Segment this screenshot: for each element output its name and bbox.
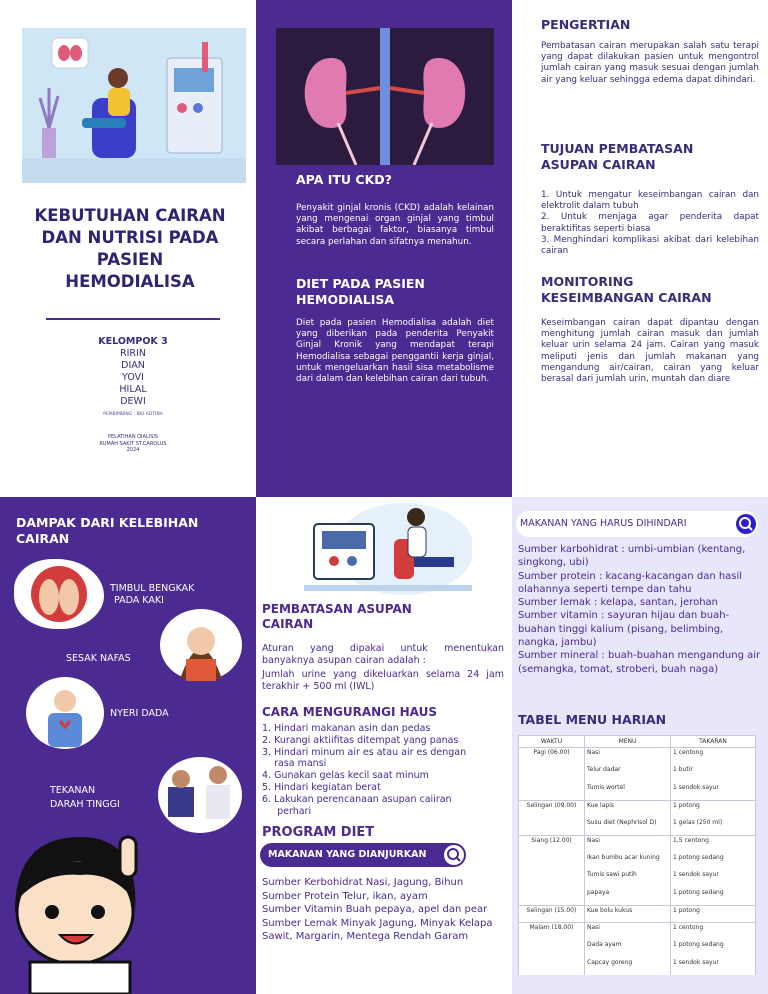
avoid-item: Sumber mineral : buah-buahan mengandung air (semangka, tomat, stroberi, buah naga) <box>518 650 761 675</box>
menu-heading: TABEL MENU HARIAN <box>518 712 667 727</box>
table-row <box>519 783 756 801</box>
institution-year: 2024 <box>126 447 140 453</box>
table-row <box>519 940 756 958</box>
haus-item: 6. Lakukan perencanaan asupan caiiran <box>262 793 452 805</box>
pengertian-heading: PENGERTIAN <box>541 17 631 32</box>
cell-waktu <box>519 853 585 871</box>
cell-menu: Nasi <box>585 835 671 853</box>
diet-text: Diet pada pasien Hemodialisa adalah diet yang diberikan pada penderita Penyakit Ginjal Kronik yang mendapat terapi Hemodialisa sebagai penggantii kerja ginjal, untuk mengeluarkan hasil sisa metabolisme dari dalam dan kelebihan cairan dari tubuh. <box>296 318 494 385</box>
cell-menu: Nasi <box>585 748 671 766</box>
dialysis-machine-illustration <box>304 499 472 595</box>
haus-list <box>262 723 502 817</box>
nurse-cartoon <box>0 817 160 994</box>
monitoring-heading: MONITORING KESEIMBANGAN CAIRAN <box>541 274 712 305</box>
haus-item: 5. Hindari kegiatan berat <box>262 781 381 793</box>
table-row <box>519 853 756 871</box>
cell-menu: papaya <box>585 888 671 906</box>
cell-waktu: Malam (18.00) <box>519 923 585 941</box>
ckd-text: Penyakit ginjal kronis (CKD) adalah kelainan yang mengenai organ ginjal yang timbul akibat berbagai faktor, biasanya timbul secara perlahan dan sifatnya menahun. <box>296 203 494 247</box>
avoid-item: Sumber vitamin : sayuran hijau dan buah-buahan tinggi kalium (pisang, belimbing, nangka, jambu) <box>518 610 730 649</box>
table-row <box>519 923 756 941</box>
cell-menu: Ikan bumbu acar kuning <box>585 853 671 871</box>
avoid-food-list <box>518 543 762 676</box>
table-row <box>519 800 756 818</box>
cell-takaran: 1 butir <box>671 765 756 783</box>
cell-waktu <box>519 818 585 836</box>
cover-panel <box>0 0 256 497</box>
pembatasan-heading: PEMBATASAN ASUPAN CAIRAN <box>262 602 412 631</box>
group-label: KELOMPOK 3 <box>98 336 168 347</box>
tujuan-list <box>541 190 759 257</box>
column-header: WAKTU <box>519 736 585 748</box>
table-row <box>519 748 756 766</box>
cell-waktu: Pagi (06.00) <box>519 748 585 766</box>
cell-takaran: 1 gelas (250 ml) <box>671 818 756 836</box>
pembatasan-formula: Jumlah urine yang dikeluarkan selama 24 jam terakhir + 500 ml (IWL) <box>262 669 504 692</box>
monitoring-text: Keseimbangan cairan dapat dipantau dengan menghitung jumlah cairan masuk dan jumlah keluar urin selama 24 jam. Cairan yang masuk meliputi jenis dan jumlah makanan yang mengandung air/cairan, cairan yang keluar berasal dari jumlah urin, muntah dan diare <box>541 318 759 385</box>
cell-waktu <box>519 958 585 976</box>
recommended-food-label <box>260 843 466 867</box>
member-name: DIAN <box>121 360 145 371</box>
cell-waktu: Siang (12.00) <box>519 835 585 853</box>
cell-waktu: Selingan (09.00) <box>519 800 585 818</box>
title-divider <box>46 318 220 320</box>
recommended-food-text: MAKANAN YANG DIANJURKAN <box>268 849 427 860</box>
haus-item: rasa mansi <box>262 758 327 770</box>
cell-takaran: 1 sendok sayur <box>671 783 756 801</box>
cell-waktu: Selingan (15.00) <box>519 905 585 923</box>
cell-takaran: 1 centong <box>671 923 756 941</box>
kidney-illustration <box>276 28 494 165</box>
effect-label: SESAK NAFAS <box>66 653 131 664</box>
avoid-item: Sumber karbohidrat : umbi-umbian (kentang, singkong, ubi) <box>518 544 746 569</box>
cover-title: KEBUTUHAN CAIRAN DAN NUTRISI PADA PASIEN HEMODIALISA <box>34 206 226 291</box>
cell-menu: Dada ayam <box>585 940 671 958</box>
search-icon <box>736 514 756 534</box>
table-header-row <box>519 736 756 748</box>
avoid-food-label <box>516 511 758 537</box>
cell-menu: Kue lapis <box>585 800 671 818</box>
effect-label: PADA KAKI <box>114 595 164 606</box>
food-item: Sumber Lemak Minyak Jagung, Minyak Kelapa Sawit, Margarin, Mentega Rendah Garam <box>262 917 493 942</box>
cell-menu: Kue bolu kukus <box>585 905 671 923</box>
cell-menu: Tumis wortel <box>585 783 671 801</box>
effects-panel <box>0 497 256 994</box>
cell-takaran: 1 sendok sayur <box>671 958 756 976</box>
cell-waktu <box>519 888 585 906</box>
member-name: HILAL <box>119 384 147 395</box>
dampak-heading: DAMPAK DARI KELEBIHAN CAIRAN <box>16 515 199 546</box>
pembatasan-text: Aturan yang dipakai untuk menentukan banyaknya asupan cairan adalah : <box>262 643 504 666</box>
food-item: Sumber Kerbohidrat Nasi, Jagung, Bihun <box>262 877 464 888</box>
member-name: DEWI <box>120 396 146 407</box>
column-header: TAKARAN <box>671 736 756 748</box>
search-icon <box>444 845 464 865</box>
cell-menu: Tumis sawi putih <box>585 870 671 888</box>
column-header: MENU <box>585 736 671 748</box>
menu-panel <box>512 497 768 994</box>
ckd-heading: APA ITU CKD? <box>296 172 392 187</box>
effect-label: TEKANAN <box>50 785 96 796</box>
dialysis-patient-illustration <box>22 28 246 183</box>
table-row <box>519 870 756 888</box>
pengertian-text: Pembatasan cairan merupakan salah satu terapi yang dapat dilakukan pasien untuk mengontrol jumlah cairan yang masuk sesuai dengan jumlah air yang keluar sehingga edema dapat dihindari. <box>541 41 759 85</box>
haus-item: 1. Hindari makanan asin dan pedas <box>262 723 431 734</box>
table-row <box>519 958 756 976</box>
effect-label: DARAH TINGGI <box>50 799 120 810</box>
tujuan-item: 1. Untuk mengatur keseimbangan cairan dan elektrolit dalam tubuh <box>541 190 759 212</box>
haus-item: 3. Hindari minum air es atau air es dengan <box>262 746 467 758</box>
cell-waktu <box>519 783 585 801</box>
haus-heading: CARA MENGURANGI HAUS <box>262 705 437 719</box>
cell-waktu <box>519 940 585 958</box>
tujuan-item: 2. Untuk menjaga agar penderita dapat beraktifitas seperti biasa <box>541 212 759 234</box>
institution-line: PELATIHAN DIALISIS <box>108 434 158 440</box>
diet-heading: DIET PADA PASIEN HEMODIALISA <box>296 276 425 307</box>
effect-label: NYERI DADA <box>110 708 169 719</box>
daily-menu-table <box>518 735 756 975</box>
cell-waktu <box>519 870 585 888</box>
cell-menu: Capcay goreng <box>585 958 671 976</box>
food-item: Sumber Vitamin Buah pepaya, apel dan pear <box>262 904 488 915</box>
cell-takaran: 1 sendok sayur <box>671 870 756 888</box>
food-item: Sumber Protein Telur, ikan, ayam <box>262 890 428 902</box>
definition-panel <box>512 0 768 497</box>
tujuan-heading: TUJUAN PEMBATASAN ASUPAN CAIRAN <box>541 141 694 172</box>
fluid-limit-panel <box>256 497 512 994</box>
cell-takaran: 1 potong <box>671 800 756 818</box>
haus-item: perhari <box>262 805 312 817</box>
avoid-item: Sumber protein : kacang-kacangan dan hasil olahannya seperti tempe dan tahu <box>518 570 743 595</box>
table-row <box>519 888 756 906</box>
cell-takaran: 1 centong <box>671 748 756 766</box>
table-row <box>519 835 756 853</box>
table-row <box>519 818 756 836</box>
swollen-feet-icon <box>14 559 104 629</box>
chest-pain-icon <box>26 677 104 749</box>
cell-takaran: 1 potong sedang <box>671 888 756 906</box>
institution <box>58 434 208 454</box>
cell-takaran: 1 potong <box>671 905 756 923</box>
haus-item: 2. Kurangi aktiifitas ditempat yang panas <box>262 734 459 746</box>
member-name: RIRIN <box>120 348 146 359</box>
avoid-item: Sumber lemak : kelapa, santan, jerohan <box>518 597 719 609</box>
haus-item: 4. Gunakan gelas kecil saat minum <box>262 770 429 782</box>
supervisor: PEMBIMBING : IBU ADTINA <box>103 412 163 417</box>
program-diet-heading: PROGRAM DIET <box>262 825 375 840</box>
member-name: YOVI <box>122 372 144 383</box>
table-row <box>519 905 756 923</box>
blood-pressure-icon <box>158 757 242 833</box>
cell-menu: Nasi <box>585 923 671 941</box>
institution-line: RUMAH SAKIT ST.CAROLUS <box>99 440 167 447</box>
table-row <box>519 765 756 783</box>
cell-menu: Telur dadar <box>585 765 671 783</box>
recommended-food-list <box>262 876 508 944</box>
cell-takaran: 1 potong sedang <box>671 853 756 871</box>
effect-label: TIMBUL BENGKAK <box>110 583 195 594</box>
cell-menu: Susu diet (Nephrisol D) <box>585 818 671 836</box>
ckd-panel <box>256 0 512 497</box>
avoid-food-text: MAKANAN YANG HARUS DIHINDARI <box>520 518 687 529</box>
tujuan-item: 3. Menghindari komplikasi akibat dari kelebihan cairan <box>541 234 759 257</box>
group-members <box>58 336 208 408</box>
breathless-woman-icon <box>160 609 242 681</box>
cell-waktu <box>519 765 585 783</box>
cell-takaran: 1 potong sedang <box>671 940 756 958</box>
cell-takaran: 1,5 centong <box>671 835 756 853</box>
